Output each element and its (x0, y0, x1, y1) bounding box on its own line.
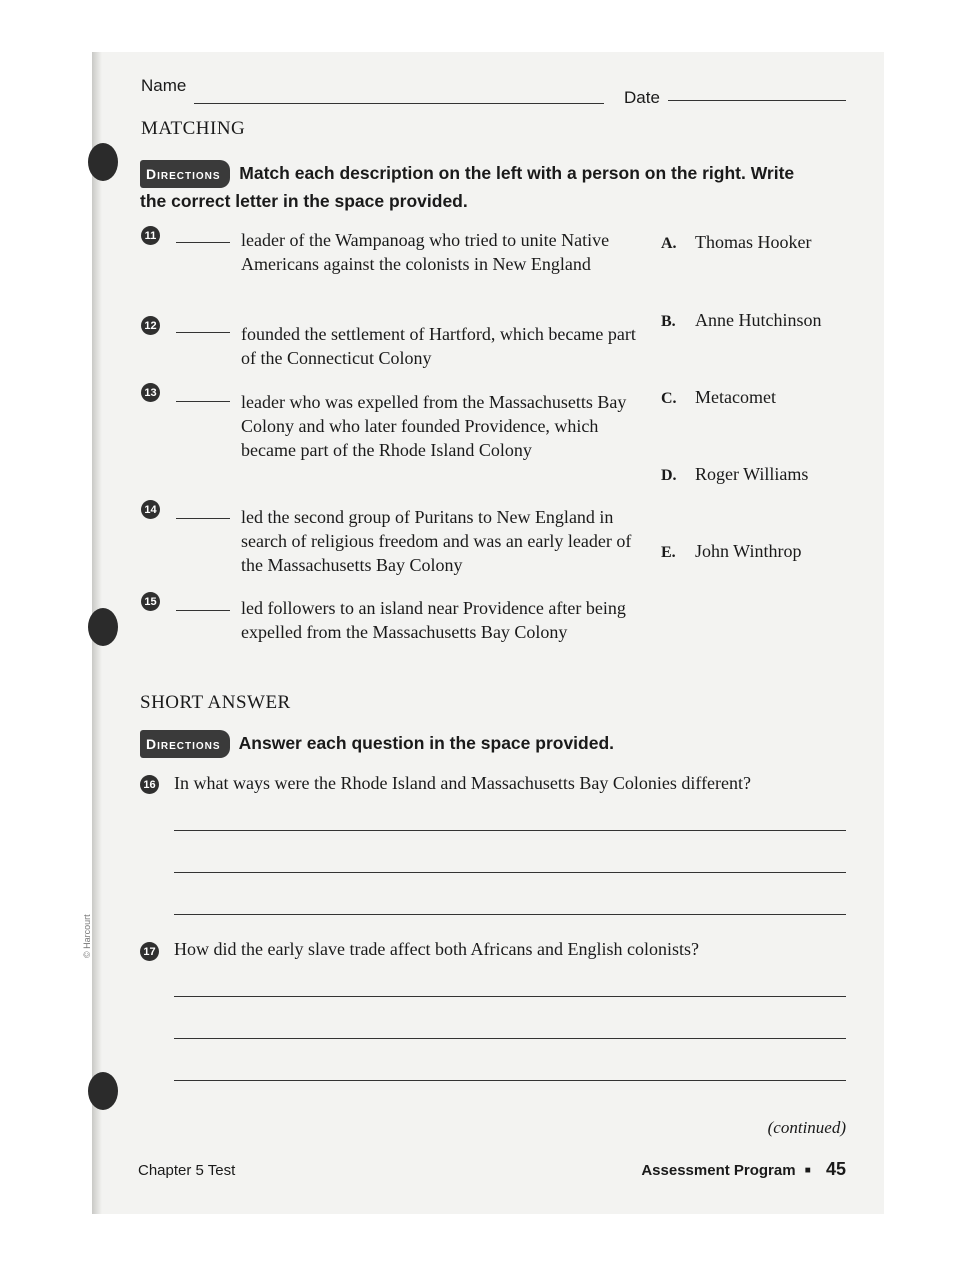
question-number-badge: 16 (140, 775, 159, 794)
option-e (661, 541, 801, 562)
answer-blank-12[interactable] (176, 332, 230, 333)
option-name: Thomas Hooker (695, 232, 812, 252)
footer-program (641, 1159, 846, 1180)
page-number: 45 (825, 1159, 846, 1179)
option-name: Anne Hutchinson (695, 310, 822, 330)
binder-hole-bottom (88, 1072, 118, 1110)
date-field-line[interactable] (668, 100, 846, 101)
directions-badge: Directions (140, 730, 230, 758)
answer-line-16-3[interactable] (174, 914, 846, 915)
copyright-note: © Harcourt (82, 914, 92, 958)
matching-item-14-text: led the second group of Puritans to New England in search of religious freedom and was an early leader of the Massachusetts Bay Colony (241, 507, 632, 575)
continued-note: (continued) (767, 1118, 846, 1137)
option-b (661, 310, 821, 331)
question-16-text: In what ways were the Rhode Island and Massachusetts Bay Colonies different? (174, 773, 752, 793)
matching-item-12-text: founded the settlement of Hartford, which became part of the Connecticut Colony (241, 324, 636, 368)
date-label: Date (624, 88, 660, 107)
matching-item-15-text: led followers to an island near Providence after being expelled from the Massachusetts Bay Colony (241, 598, 626, 642)
option-letter: E. (661, 544, 676, 561)
footer-bullet: ■ (804, 1165, 811, 1176)
option-d (661, 464, 808, 485)
short-answer-directions-text: Answer each question in the space provided. (238, 733, 615, 753)
matching-item-11-text: leader of the Wampanoag who tried to unite Native Americans against the colonists in New England (241, 230, 610, 274)
binder-hole-top (88, 143, 118, 181)
answer-line-17-3[interactable] (174, 1080, 846, 1081)
option-letter: C. (661, 390, 677, 407)
question-number-badge: 14 (141, 500, 160, 519)
option-letter: B. (661, 313, 676, 330)
option-name: Metacomet (695, 387, 776, 407)
matching-title: MATCHING (141, 118, 246, 139)
question-number-badge: 13 (141, 383, 160, 402)
option-letter: D. (661, 467, 677, 484)
answer-blank-13[interactable] (176, 401, 230, 402)
answer-blank-11[interactable] (176, 242, 230, 243)
answer-line-16-1[interactable] (174, 830, 846, 831)
answer-line-16-2[interactable] (174, 872, 846, 873)
footer-chapter: Chapter 5 Test (138, 1162, 236, 1179)
option-letter: A. (661, 235, 677, 252)
option-a (661, 232, 811, 253)
question-number-badge: 12 (141, 316, 160, 335)
option-name: John Winthrop (695, 541, 802, 561)
directions-badge: Directions (140, 160, 230, 188)
short-answer-directions (140, 730, 820, 758)
matching-directions (140, 160, 820, 214)
question-number-badge: 15 (141, 592, 160, 611)
answer-line-17-2[interactable] (174, 1038, 846, 1039)
name-field-line[interactable] (194, 103, 604, 104)
binder-hole-middle (88, 608, 118, 646)
short-answer-title: SHORT ANSWER (140, 692, 291, 713)
option-c (661, 387, 776, 408)
option-name: Roger Williams (695, 464, 809, 484)
footer-program-label: Assessment Program (641, 1162, 796, 1179)
answer-blank-15[interactable] (176, 610, 230, 611)
matching-directions-text: Match each description on the left with a person on the right. Write the correct letter in the space provided. (140, 163, 795, 211)
question-17-text: How did the early slave trade affect both Africans and English colonists? (174, 939, 700, 959)
answer-blank-14[interactable] (176, 518, 230, 519)
matching-item-13-text: leader who was expelled from the Massachusetts Bay Colony and who later founded Providence, which became part of the Rhode Island Colony (241, 392, 627, 460)
answer-line-17-1[interactable] (174, 996, 846, 997)
name-label: Name (141, 76, 187, 95)
question-number-badge: 17 (140, 942, 159, 961)
question-number-badge: 11 (141, 226, 160, 245)
